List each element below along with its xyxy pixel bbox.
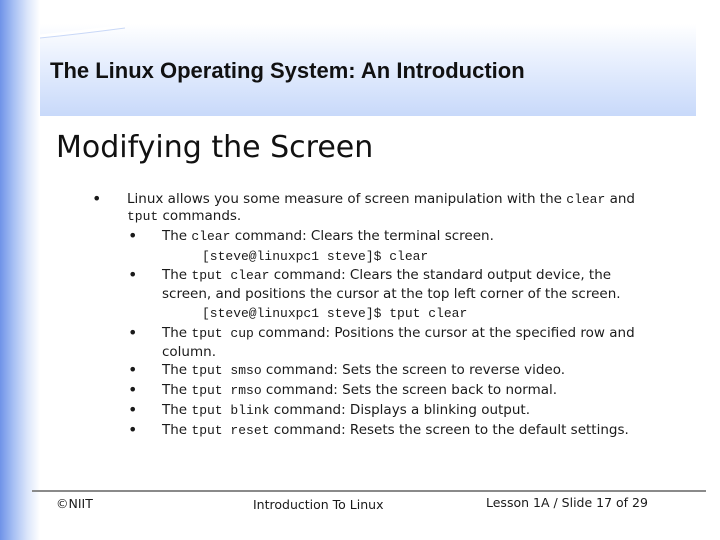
- bullet-dot: •: [128, 226, 138, 245]
- list-item-tput-reset: The tput reset command: Resets the screen to the default settings.: [162, 422, 629, 438]
- list-item-tput-clear-cont: screen, and positions the cursor at the top left corner of the screen.: [162, 286, 621, 302]
- course-title: The Linux Operating System: An Introduction: [50, 58, 525, 83]
- intro-line-2: tput commands.: [127, 208, 242, 224]
- bullet-dot: •: [92, 189, 102, 208]
- footer-copyright: ©NIIT: [56, 496, 93, 511]
- list-item-tput-blink: The tput blink command: Displays a blinking output.: [162, 402, 531, 418]
- intro-line-1: Linux allows you some measure of screen manipulation with the clear and: [127, 191, 635, 207]
- bullet-dot: •: [128, 323, 138, 342]
- example-command: [steve@linuxpc1 steve]$ tput clear: [202, 306, 468, 321]
- example-command: [steve@linuxpc1 steve]$ clear: [202, 249, 429, 264]
- list-item-tput-smso: The tput smso command: Sets the screen to reverse video.: [162, 362, 566, 378]
- footer-course-name: Introduction To Linux: [253, 497, 384, 512]
- bullet-dot: •: [128, 400, 138, 419]
- bullet-dot: •: [128, 360, 138, 379]
- list-item-tput-cup-cont: column.: [162, 344, 216, 360]
- bullet-dot: •: [128, 380, 138, 399]
- list-item-tput-cup: The tput cup command: Positions the cursor at the specified row and: [162, 325, 635, 341]
- list-item-tput-clear: The tput clear command: Clears the standard output device, the: [162, 267, 612, 283]
- list-item-clear: The clear command: Clears the terminal screen.: [162, 228, 494, 244]
- footer-divider: [32, 490, 706, 492]
- bullet-dot: •: [128, 265, 138, 284]
- footer-slide-number: Lesson 1A / Slide 17 of 29: [486, 495, 648, 510]
- bullet-dot: •: [128, 420, 138, 439]
- slide-title: Modifying the Screen: [56, 130, 374, 165]
- list-item-tput-rmso: The tput rmso command: Sets the screen back to normal.: [162, 382, 558, 398]
- left-gradient-bar: [0, 0, 40, 540]
